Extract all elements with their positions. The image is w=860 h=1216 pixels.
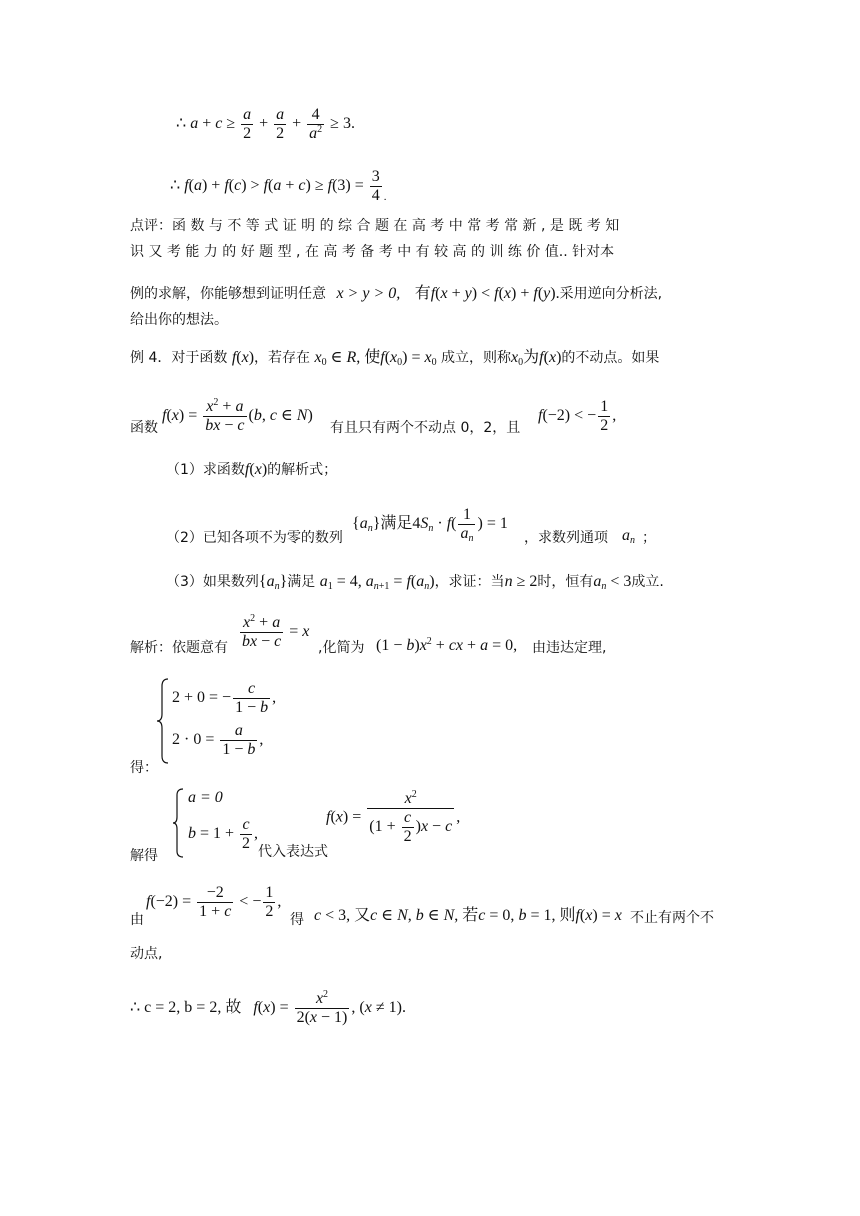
derivation-line-cont: 动点, <box>130 946 163 962</box>
brace-icon <box>156 678 170 764</box>
comment-line-1: 点评：函 数 与 不 等 式 证 明 的 综 合 题 在 高 考 中 常 考 常 新 , 是 既 考 知 <box>130 218 620 234</box>
comment-line-3: 例的求解，你能够想到证明任意 x > y > 0, 有f(x + y) < f(x) + f(y).采用逆向分析法, <box>130 285 663 302</box>
question-2: （2）已知各项不为零的数列 $\{a_n\}$满足$4S_n \cdot f$( $\frac{1}{a_n}$ ) = 1 ，求数列通项 $a_n$ ； <box>166 506 656 546</box>
system-2: a = 0 b = 1 + $\frac{c}{2}$ , 解得 代入表达式 f(x) = $x^2$ (1 + $\frac{c}{2}$ )x − c , <box>130 789 461 864</box>
comment-line-2: 识 又 考 能 力 的 好 题 型 , 在 高 考 备 考 中 有 较 高 的 训 练 价 值.. 针对本 <box>130 244 615 260</box>
comment-line-4: 给出你的想法。 <box>130 312 228 328</box>
brace-icon <box>172 788 184 858</box>
document-page: ∴ a + c ≥ $\frac{a}{2}$ + $\frac{a}{2}$ + $\frac{4}{a^2}$ ≥ 3. ∴ f(a) + f(c) > f(a + c) ≥ f(3) = $\frac{3}{4}$ $_.$ 点评：函 数 与 不 等 式 证 明 的 综 合 题 在 高 考 中 常 考 常 新 , 是 既 考 知 识 又 考 能 力 的 好 题 型 , 在 高 考 备 考 中 有 较 高 的 训 练 价 值.. 针对本 例的求解，你能够想到证明任意 x > y > 0, 有f(x + y) < f(x) + f(y).采用逆向分析法, 给出你的想法。 例 4．对于函数 f(x)，若存在 $x_0$ ∈ R, 使$f(x_0) = x_0$ 成立，则称$x_0$为f(x)的不动点。如果 函数 f(x) = $\frac{x^2 + a}{bx - c}$ (b, c ∈ N) 有且只有两个不动点 0，2，且 f(−2) < − $\frac{1}{2}$ , （1）求函数f(x)的解析式； （2）已知各项不为零的数列 $\{a_n\}$满足$4S_n \cdot f$( $\frac{1}{a_n}$ ) = 1 ，求数列通项 $a_n$ ； （3）如果数列$\{a_n\}$满足 $a_1 = 4$, $a_{n+1} = f(a_n)$，求证：当n ≥ 2时，恒有$a_n < 3$成立. 解析：依题意有 $\frac{x^2 + a}{bx - c}$ = x ,化简为 $(1 - b)x^2$ + cx + a = 0, 由违达定理, 2 + 0 = − $\frac{c}{1 - b}$ , 2 · 0 = $\frac{a}{1 - b}$ , 得： a = 0 b = 1 + $\frac{c}{2}$ , 解得 代入表达式 f(x) = $x^2$ (1 + $\frac{c}{2}$ )x − c , 由 f(−2) = $\frac{-2}{1 + c}$ < − $\frac{1}{2}$ , 得 c < 3, 又c ∈ N, b ∈ N, 若c = 0, b = 1, 则f(x) = x 不止有两个不 动点, ∴ c = 2, b = 2, 故 f(x) = $\frac{x^2}{2(x - 1)}$ , (x ≠ 1). <box>0 0 860 1216</box>
system-1: 2 + 0 = − $\frac{c}{1 - b}$ , 2 · 0 = $\frac{a}{1 - b}$ , 得： <box>130 680 277 776</box>
final-result: ∴ c = 2, b = 2, 故 f(x) = $\frac{x^2}{2(x - 1)}$ , (x ≠ 1). <box>130 989 406 1026</box>
inequality-line-1: ∴ a + c ≥ $\frac{a}{2}$ + $\frac{a}{2}$ + $\frac{4}{a^2}$ ≥ 3. <box>176 106 355 142</box>
question-3: （3）如果数列$\{a_n\}$满足 $a_1 = 4$, $a_{n+1} = f(a_n)$，求证：当n ≥ 2时，恒有$a_n < 3$成立. <box>166 573 664 592</box>
example-4-intro: 例 4．对于函数 f(x)，若存在 $x_0$ ∈ R, 使$f(x_0) = x_0$ 成立，则称$x_0$为f(x)的不动点。如果 <box>130 349 660 368</box>
derivation-line: 由 f(−2) = $\frac{-2}{1 + c}$ < − $\frac{1}{2}$ , 得 c < 3, 又c ∈ N, b ∈ N, 若c = 0, b = 1, 则f(x) = x 不止有两个不 <box>130 884 714 928</box>
inequality-line-2: ∴ f(a) + f(c) > f(a + c) ≥ f(3) = $\frac{3}{4}$ $_.$ <box>170 168 387 204</box>
analysis-line: 解析：依题意有 $\frac{x^2 + a}{bx - c}$ = x ,化简为 $(1 - b)x^2$ + cx + a = 0, 由违达定理, <box>130 613 607 656</box>
question-1: （1）求函数f(x)的解析式； <box>166 461 338 478</box>
